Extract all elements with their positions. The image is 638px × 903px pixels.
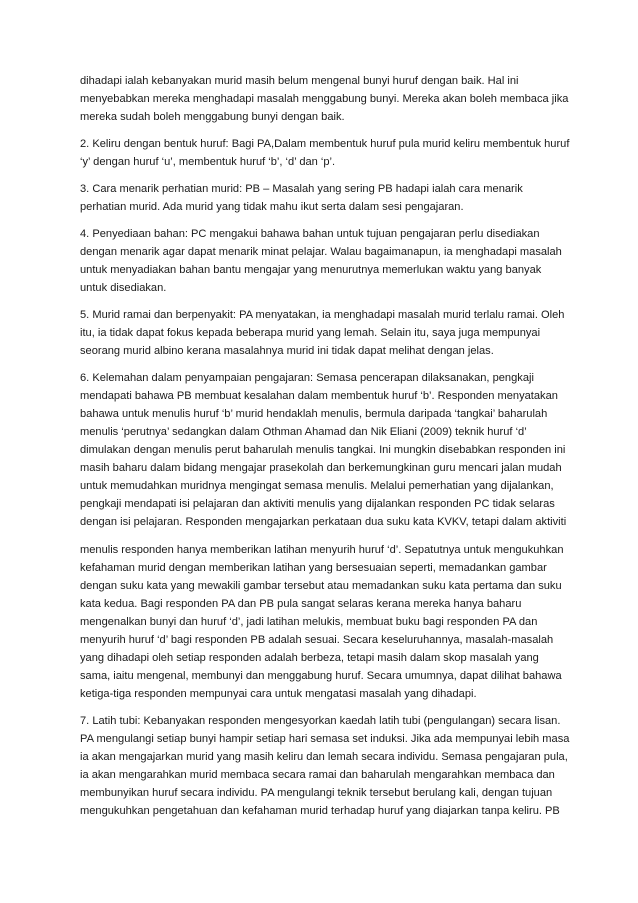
- paragraph: dihadapi ialah kebanyakan murid masih belum mengenal bunyi huruf dengan baik. Hal ini menyebabkan mereka menghadapi masalah menggabung bunyi. Mereka akan boleh membaca jika mereka sudah boleh menggabung bunyi dengan baik.: [80, 75, 569, 123]
- paragraph: 5. Murid ramai dan berpenyakit: PA menyatakan, ia menghadapi masalah murid terlalu ramai. Oleh itu, ia tidak dapat fokus kepada beberapa murid yang lemah. Selain itu, saya juga mempunyai seorang murid albino kerana masalahnya murid ini tidak dapat melihat dengan jelas.: [80, 309, 565, 357]
- paragraph: 2. Keliru dengan bentuk huruf: Bagi PA,Dalam membentuk huruf pula murid keliru membentuk huruf ‘y’ dengan huruf ‘u’, membentuk huruf ‘b’, ‘d’ dan ‘p’.: [80, 138, 570, 168]
- paragraph: menulis responden hanya memberikan latihan menyurih huruf ‘d’. Sepatutnya untuk mengukuhkan kefahaman murid dengan memberikan latihan yang bersesuaian seperti, memadankan gambar dengan suku kata yang mewakili gambar tersebut atau memadankan suku kata pertama dan suku kata kedua. Bagi responden PA dan PB pula sangat selaras kerana mereka hanya baharu mengenalkan bunyi dan huruf ‘d’, jadi latihan melukis, membuat buku bagi responden PA dan menyurih huruf ‘d’ bagi responden PB adalah sesuai. Secara keseluruhannya, masalah-masalah yang dihadapi oleh setiap responden adalah berbeza, tetapi masih dalam skop masalah yang sama, iaitu mengenal, membunyi dan menggabung huruf. Secara umumnya, dapat dilihat bahawa ketiga-tiga responden mempunyai cara untuk mengatasi masalah yang dihadapi.: [80, 544, 564, 700]
- paragraph: 6. Kelemahan dalam penyampaian pengajaran: Semasa pencerapan dilaksanakan, pengkaji mendapati bahawa PB membuat kesalahan dalam membentuk huruf ‘b’. Responden menyatakan bahawa untuk menulis huruf ‘b’ murid hendaklah menulis, bermula daripada ‘tangkai’ baharulah menulis ‘perutnya’ sedangkan dalam Othman Ahamad dan Nik Eliani (2009) teknik huruf ‘d’ dimulakan dengan menulis perut baharulah menulis tangkai. Ini mungkin disebabkan responden ini masih baharu dalam bidang mengajar prasekolah dan berkemungkinan guru mencari jalan mudah untuk memudahkan muridnya mengingat semasa menulis. Melalui pemerhatian yang dijalankan, pengkaji mendapati isi pelajaran dan aktiviti menulis yang dijalankan responden PC tidak selaras dengan isi pelajaran. Responden mengajarkan perkataan dua suku kata KVKV, tetapi dalam aktiviti: [80, 372, 567, 528]
- paragraph: 3. Cara menarik perhatian murid: PB – Masalah yang sering PB hadapi ialah cara menarik perhatian murid. Ada murid yang tidak mahu ikut serta dalam sesi pengajaran.: [80, 183, 523, 213]
- page-1-body: [80, 72, 570, 540]
- page-2-body: [80, 541, 570, 829]
- paragraph: 7. Latih tubi: Kebanyakan responden mengesyorkan kaedah latih tubi (pengulangan) secara lisan. PA mengulangi setiap bunyi hampir setiap hari semasa set induksi. Jika ada mempunyai lebih masa ia akan mengajarkan murid yang masih keliru dan lemah secara individu. Semasa pengajaran pula, ia akan mengarahkan murid membaca secara ramai dan baharulah mengarahkan membaca dan membunyikan huruf secara individu. PA mengulangi teknik tersebut berulang kali, dengan tujuan mengukuhkan pengetahuan dan kefahaman murid terhadap huruf yang diajarkan tanpa keliru. PB: [80, 715, 570, 817]
- paragraph: 4. Penyediaan bahan: PC mengakui bahawa bahan untuk tujuan pengajaran perlu disediakan dengan menarik agar dapat menarik minat pelajar. Walau bagaimanapun, ia menghadapi masalah untuk menyadiakan bahan bantu mengajar yang menurutnya memerlukan waktu yang banyak untuk disediakan.: [80, 228, 562, 294]
